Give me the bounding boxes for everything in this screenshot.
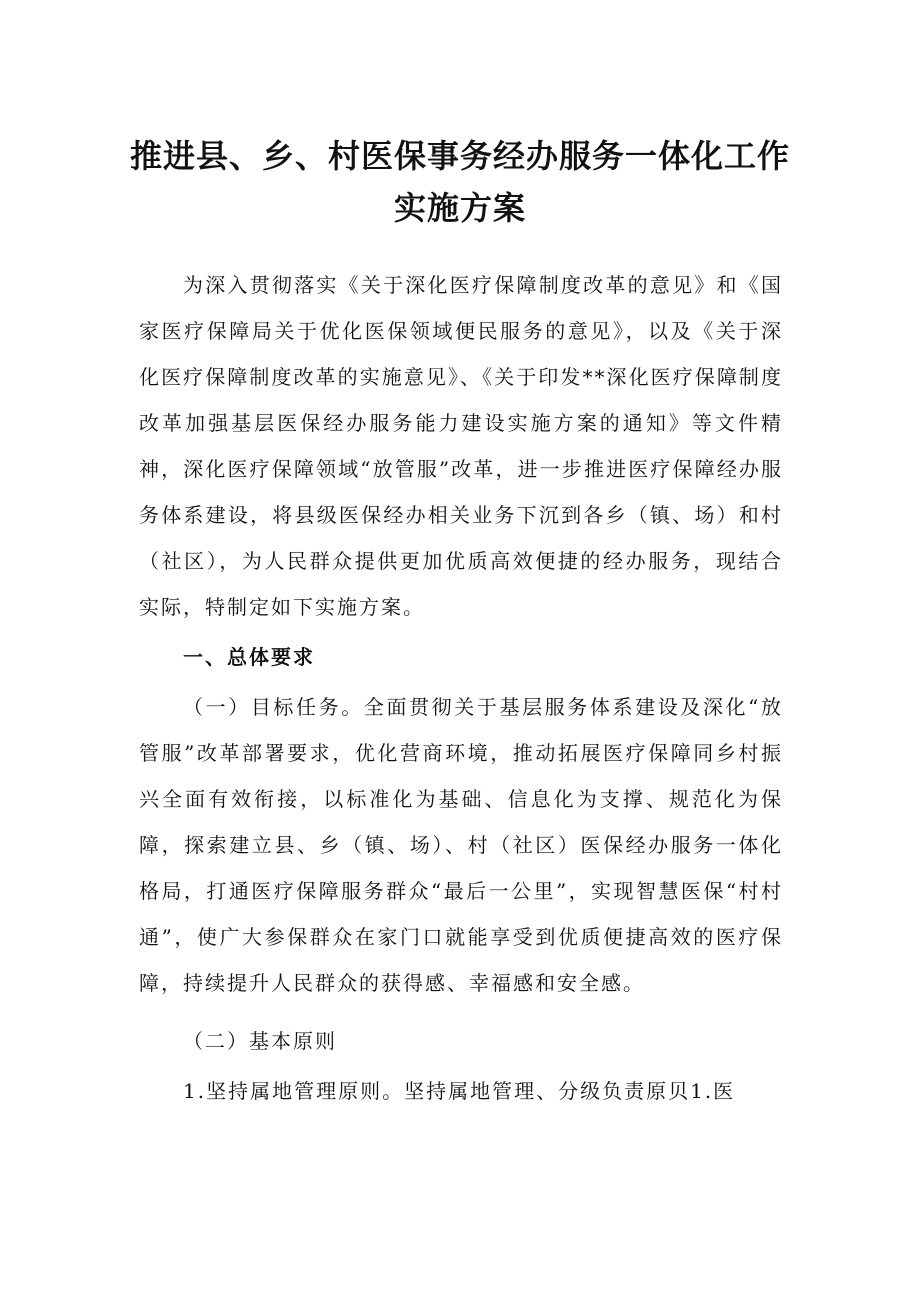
target-tasks-paragraph: （一）目标任务。全面贯彻关于基层服务体系建设及深化“放管服”改革部署要求，优化营商环境，推动拓展医疗保障同乡村振兴全面有效衔接，以标准化为基础、信息化为支撑、规范化为保障，探索建立县、乡（镇、场）、村（社区）医保经办服务一体化格局，打通医疗保障服务群众“最后一公里”，实现智慧医保“村村通”，使广大参保群众在家门口就能享受到优质便捷高效的医疗保障，持续提升人民群众的获得感、幸福感和安全感。 bbox=[139, 695, 783, 995]
title-line-2: 实施方案 bbox=[393, 189, 526, 227]
document-body bbox=[139, 262, 783, 1114]
principle-1-paragraph: 1.坚持属地管理原则。坚持属地管理、分级负责原贝1.医 bbox=[183, 1079, 736, 1103]
section-heading-general-requirements: 一、总体要求 bbox=[183, 645, 315, 669]
document-title bbox=[100, 130, 820, 234]
intro-paragraph: 为深入贯彻落实《关于深化医疗保障制度改革的意见》和《国家医疗保障局关于优化医保领域便民服务的意见》，以及《关于深化医疗保障制度改革的实施意见》、《关于印发**深化医疗保障制度改革加强基层医保经办服务能力建设实施方案的通知》等文件精神，深化医疗保障领域“放管服”改革，进一步推进医疗保障经办服务体系建设，将县级医保经办相关业务下沉到各乡（镇、场）和村（社区），为人民群众提供更加优质高效便捷的经办服务，现结合实际，特制定如下实施方案。 bbox=[139, 273, 783, 619]
title-line-1: 推进县、乡、村医保事务经办服务一体化工作 bbox=[129, 137, 790, 175]
basic-principles-heading: （二）基本原则 bbox=[183, 1029, 337, 1053]
